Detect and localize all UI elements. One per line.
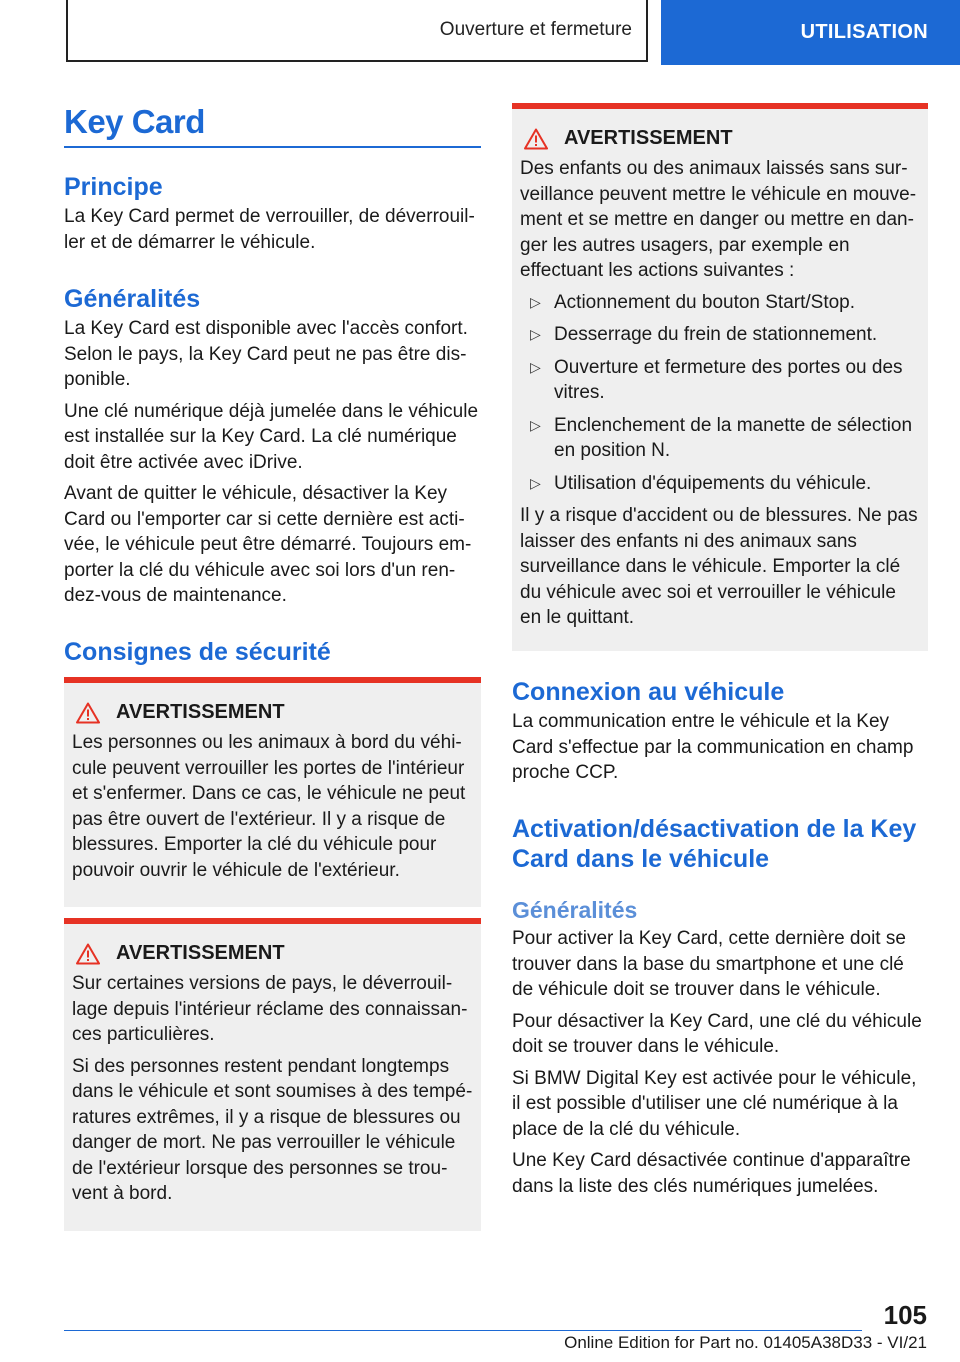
bullet-triangle-icon: ▷ bbox=[530, 474, 541, 491]
footer-divider bbox=[64, 1330, 862, 1331]
warning-title-2-text: AVERTISSEMENT bbox=[116, 942, 285, 964]
list-item: ▷ Desserrage du frein de stationnement. bbox=[520, 322, 920, 348]
activation-p1: Pour activer la Key Card, cette dernière doit se trouver dans la base du smartphone et une clé de véhicule doit se trouver dans le véhicule. bbox=[512, 928, 906, 1000]
warning-triangle-icon bbox=[76, 702, 100, 724]
bullet-triangle-icon: ▷ bbox=[530, 326, 541, 342]
generalites-p1: La Key Card est disponible avec l'accès confort. Selon le pays, la Key Card peut ne pas être disponible. bbox=[64, 318, 468, 390]
activation-subheading: Généralités bbox=[512, 897, 638, 923]
warning-3-list bbox=[520, 290, 920, 497]
activation-p4: Une Key Card désactivée continue d'apparaître dans la liste des clés numériques jumelées. bbox=[512, 1150, 911, 1197]
activation-section bbox=[512, 814, 928, 1199]
principe-heading: Principe bbox=[64, 173, 163, 201]
warning-3-intro: Des enfants ou des animaux laissés sans surveillance peuvent mettre le véhicule en mouvement et se mettre en danger ou mettre en danger les autres usagers, par exemple en effectuant les actions suivantes : bbox=[520, 158, 917, 281]
consignes-heading: Consignes de sécurité bbox=[64, 638, 331, 666]
generalites-heading: Généralités bbox=[64, 285, 201, 313]
warning-box-3 bbox=[512, 103, 928, 651]
warning-title-2 bbox=[72, 942, 473, 965]
list-item: ▷ Ouverture et fermeture des portes ou des vitres. bbox=[530, 356, 903, 403]
header-section-tab bbox=[661, 0, 960, 65]
warning-title-1 bbox=[72, 701, 473, 724]
warning-3-outro: Il y a risque d'accident ou de blessures. Ne pas laisser des enfants ni des animaux sans surveillance dans le véhicule. Emporter la clé du véhicule avec soi et verrouiller le véhicule en le quittant. bbox=[520, 505, 918, 628]
warning-box-1 bbox=[64, 677, 481, 907]
warning-triangle-icon bbox=[524, 128, 548, 150]
chapter-label: Ouverture et fermeture bbox=[439, 19, 632, 40]
list-item: ▷ Actionnement du bouton Start/Stop. bbox=[520, 290, 920, 316]
warning-triangle-icon bbox=[76, 943, 100, 965]
page-title: Key Card bbox=[64, 103, 205, 140]
warning-title-3 bbox=[520, 127, 920, 150]
connexion-section bbox=[512, 677, 928, 786]
page-number: 105 bbox=[883, 1300, 927, 1330]
activation-heading: Activation/désactivation de la Key Card dans le véhicule bbox=[512, 815, 917, 873]
bullet-triangle-icon: ▷ bbox=[530, 293, 541, 310]
warning-title-3-text: AVERTISSEMENT bbox=[564, 127, 733, 149]
warning-2-p2: Si des personnes restent pendant longtemps dans le véhicule et sont soumises à des températures extrêmes, il y a risque de blessures ou danger de mort. Ne pas verrouiller le véhicule de l'extérieur lorsque des personnes se trouvent à bord. bbox=[72, 1055, 473, 1204]
list-item: ▷ Utilisation d'équipements du véhicule. bbox=[520, 471, 920, 497]
title-underline bbox=[64, 146, 481, 148]
warning-title-1-text: AVERTISSEMENT bbox=[116, 701, 285, 723]
activation-p3: Si BMW Digital Key est activée pour le véhicule, il est possible d'utiliser une clé numérique à la place de la clé du véhicule. bbox=[512, 1067, 917, 1140]
activation-p2: Pour désactiver la Key Card, une clé du véhicule doit se trouver dans le véhicule. bbox=[512, 1010, 922, 1057]
consignes-section bbox=[64, 637, 481, 667]
principe-section bbox=[64, 172, 481, 255]
connexion-heading: Connexion au véhicule bbox=[512, 678, 785, 706]
principe-text: La Key Card permet de verrouiller, de déverrouiller et de démarrer le véhicule. bbox=[64, 206, 475, 253]
generalites-p3: Avant de quitter le véhicule, désactiver la Key Card ou l'emporter car si cette dernière est activée, le véhicule peut être démarré. Toujours emporter la clé du véhicule avec soi lors d'un rendez-vous de maintenance. bbox=[64, 483, 472, 606]
list-item: ▷ Enclenchement de la manette de sélection en position N. bbox=[530, 414, 913, 461]
generalites-section bbox=[64, 284, 481, 609]
footer-edition: Online Edition for Part no. 01405A38D33 - VI/21 bbox=[564, 1333, 927, 1352]
generalites-p2: Une clé numérique déjà jumelée dans le véhicule est installée sur la Key Card. La clé numérique doit être activée avec iDrive. bbox=[64, 400, 479, 473]
bullet-triangle-icon: ▷ bbox=[530, 358, 541, 375]
warning-box-2 bbox=[64, 918, 481, 1231]
header-chapter-title bbox=[66, 0, 648, 62]
warning-1-text: Les personnes ou les animaux à bord du véhicule peuvent verrouiller les portes de l'intérieur et s'enfermer. Dans ce cas, le véhicule ne peut pas être ouvert de l'extérieur. Il y a risque de blessures. Emporter la clé du véhicule pour pouvoir ouvrir le véhicule de l'extérieur. bbox=[72, 732, 466, 881]
bullet-triangle-icon: ▷ bbox=[530, 416, 541, 433]
warning-2-p1: Sur certaines versions de pays, le déverrouillage depuis l'intérieur réclame des connaissances particulières. bbox=[72, 973, 468, 1045]
section-label: UTILISATION bbox=[800, 21, 928, 43]
connexion-text: La communication entre le véhicule et la Key Card s'effectue par la communication en champ proche CCP. bbox=[512, 711, 914, 783]
